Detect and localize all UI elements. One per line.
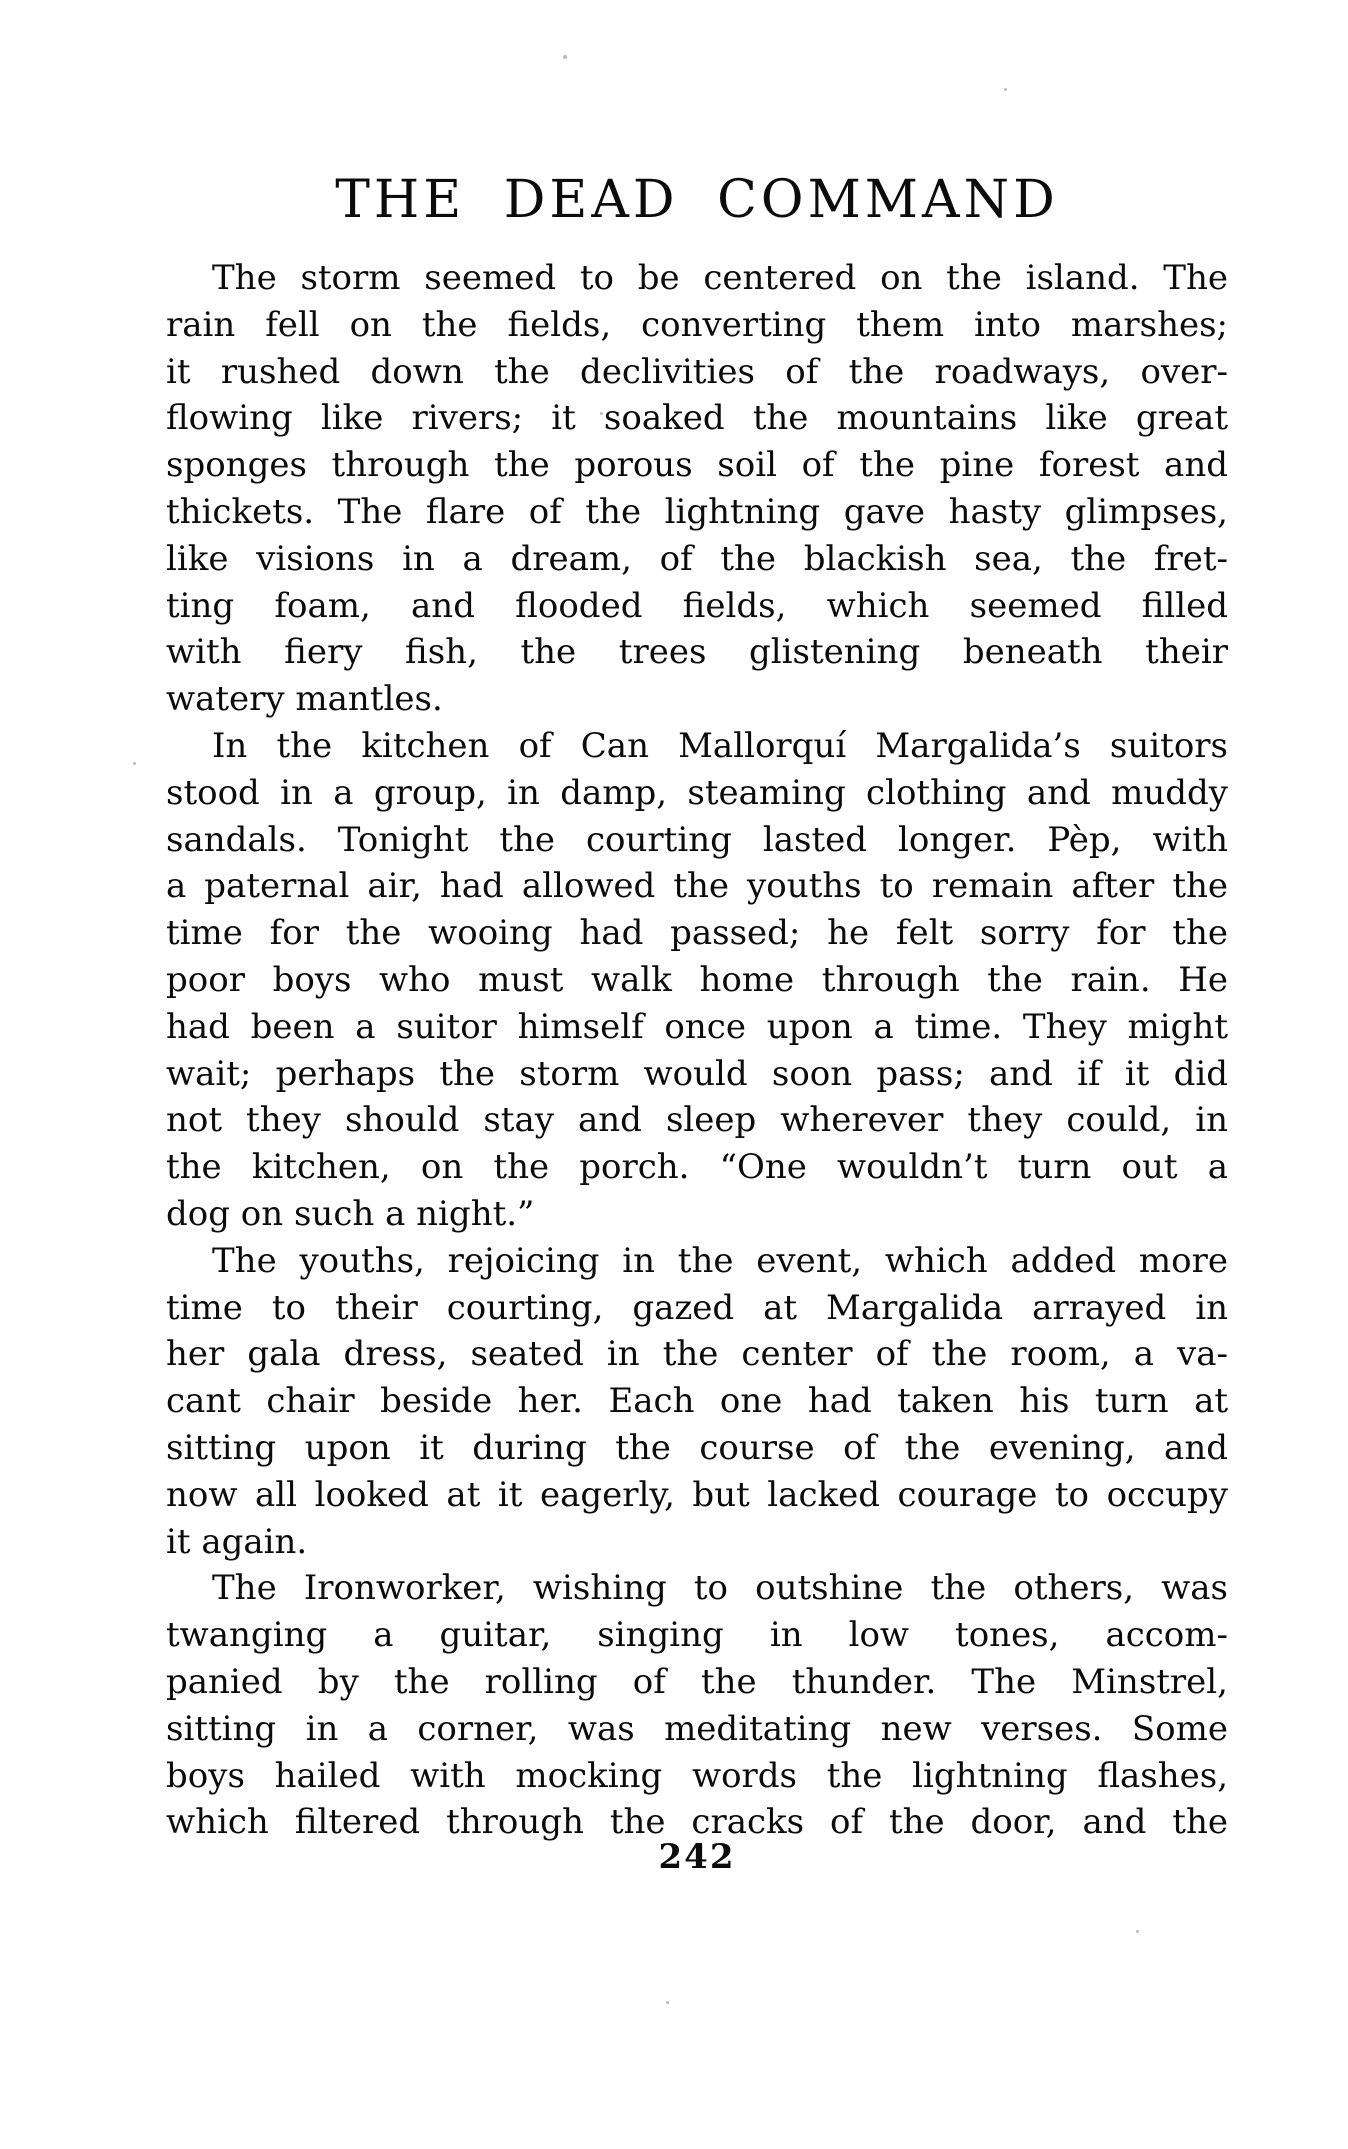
- text-line: a paternal air, had allowed the youths to remain after the: [166, 866, 1228, 907]
- text-line: now all looked at it eagerly, but lacked courage to occupy: [166, 1474, 1228, 1515]
- page-body: [166, 255, 1228, 1846]
- text-line: sandals. Tonight the courting lasted longer. Pèp, with: [166, 819, 1228, 860]
- scan-speck: [666, 2001, 669, 2004]
- text-line: it rushed down the declivities of the roadways, over-: [166, 351, 1228, 392]
- text-line: The Ironworker, wishing to outshine the others, was: [212, 1568, 1228, 1609]
- paragraph: [166, 1238, 1228, 1566]
- page-number: 242: [658, 1837, 736, 1877]
- text-line: like visions in a dream, of the blackish sea, the fret-: [166, 538, 1228, 579]
- paragraph: [166, 255, 1228, 723]
- text-line: wait; perhaps the storm would soon pass; and if it did: [166, 1053, 1228, 1094]
- paragraph: [166, 723, 1228, 1238]
- text-line: The youths, rejoicing in the event, which added more: [212, 1240, 1228, 1281]
- text-line: the kitchen, on the porch. “One wouldn’t turn out a: [166, 1147, 1228, 1188]
- text-line: sponges through the porous soil of the pine forest and: [166, 445, 1228, 486]
- text-line: with fiery fish, the trees glistening beneath their: [166, 632, 1228, 673]
- text-line: watery mantles.: [166, 679, 443, 720]
- text-line: dog on such a night.”: [166, 1193, 535, 1234]
- scan-speck: [563, 55, 567, 59]
- text-line: cant chair beside her. Each one had taken his turn at: [166, 1381, 1228, 1422]
- text-line: rain fell on the fields, converting them into marshes;: [166, 304, 1228, 345]
- text-line: sitting in a corner, was meditating new verses. Some: [166, 1708, 1228, 1749]
- text-line: it again.: [166, 1521, 308, 1562]
- text-line: not they should stay and sleep wherever they could, in: [166, 1100, 1228, 1141]
- text-line: had been a suitor himself once upon a time. They might: [166, 1006, 1228, 1047]
- text-line: boys hailed with mocking words the lightning flashes,: [166, 1755, 1228, 1796]
- text-line: flowing like rivers; it soaked the mountains like great: [166, 398, 1228, 439]
- text-line: her gala dress, seated in the center of the room, a va-: [166, 1334, 1228, 1375]
- text-line: The storm seemed to be centered on the island. The: [212, 258, 1228, 298]
- text-line: twanging a guitar, singing in low tones, accom-: [166, 1615, 1228, 1656]
- text-line: stood in a group, in damp, steaming clothing and muddy: [166, 772, 1228, 813]
- scan-speck: [1004, 88, 1007, 91]
- text-line: poor boys who must walk home through the rain. He: [166, 959, 1228, 1000]
- text-line: thickets. The flare of the lightning gave hasty glimpses,: [166, 491, 1228, 532]
- paragraph: [166, 1565, 1228, 1846]
- text-line: which filtered through the cracks of the door, and the: [166, 1802, 1228, 1843]
- text-line: panied by the rolling of the thunder. The Minstrel,: [166, 1661, 1228, 1702]
- text-line: sitting upon it during the course of the evening, and: [166, 1427, 1228, 1468]
- text-line: time to their courting, gazed at Margalida arrayed in: [166, 1287, 1228, 1328]
- text-line: In the kitchen of Can Mallorquí Margalida’s suitors: [212, 725, 1228, 766]
- scan-speck: [133, 762, 136, 765]
- text-line: time for the wooing had passed; he felt sorry for the: [166, 913, 1228, 954]
- page-title: THE DEAD COMMAND: [335, 170, 1059, 230]
- text-line: ting foam, and flooded fields, which seemed filled: [166, 585, 1228, 626]
- scan-speck: [1136, 1930, 1139, 1933]
